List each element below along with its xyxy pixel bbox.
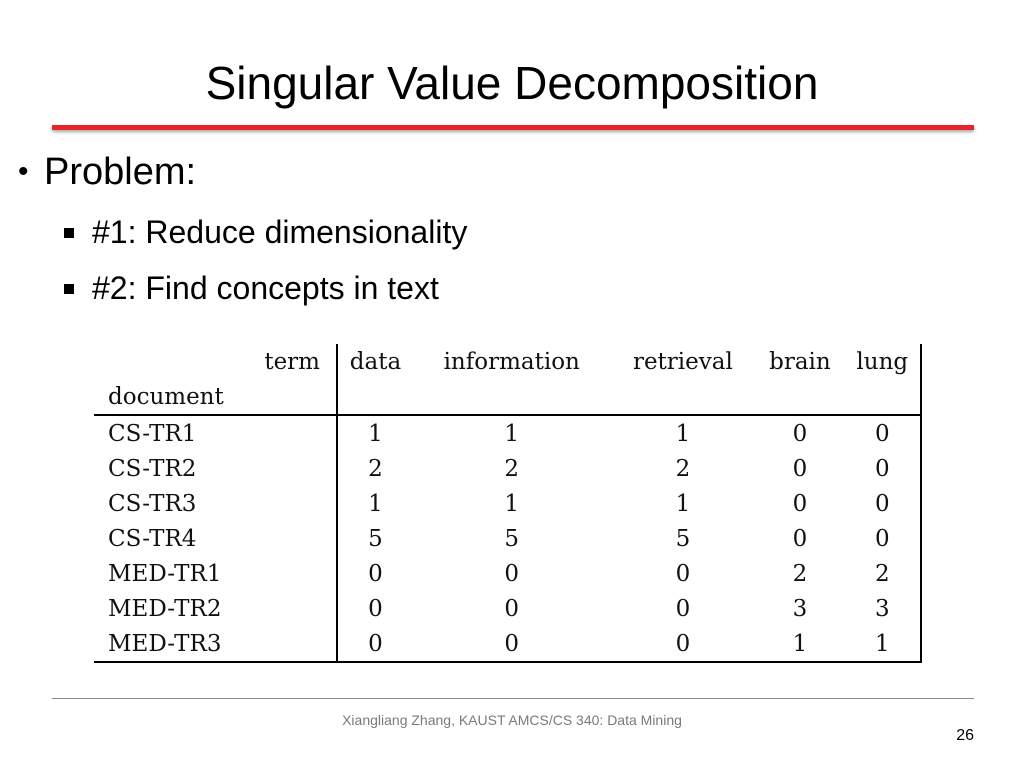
corner-term-label: term	[94, 344, 337, 379]
row-label: CS-TR1	[94, 415, 337, 451]
corner-document-label: document	[94, 379, 337, 415]
table-cell: 3	[845, 591, 921, 626]
table-cell: 1	[675, 420, 691, 447]
table-cell: 0	[368, 595, 383, 622]
table-row	[94, 451, 921, 486]
sub-bullet-reduce-dimensionality	[64, 210, 467, 254]
table-cell: 0	[792, 490, 808, 517]
table-cell: 0	[845, 415, 921, 451]
table-cell: 0	[792, 420, 808, 447]
term-document-matrix	[94, 344, 922, 663]
header-spacer	[337, 379, 921, 415]
row-label: MED-TR3	[94, 626, 337, 662]
table-row	[94, 415, 921, 451]
table-cell: 0	[845, 486, 921, 521]
term-document-table	[94, 344, 922, 663]
table-cell: 2	[792, 560, 808, 587]
row-label: MED-TR2	[94, 591, 337, 626]
table-cell: 1	[368, 490, 383, 517]
table-cell: 0	[504, 595, 520, 622]
table-row	[94, 521, 921, 556]
row-label: CS-TR3	[94, 486, 337, 521]
table-cell: 1	[504, 420, 520, 447]
table-row	[94, 591, 921, 626]
table-cell: 0	[337, 626, 413, 662]
bullet-dot-icon: •	[18, 155, 29, 188]
table-cell: 0	[845, 451, 921, 486]
row-label: MED-TR1	[94, 556, 337, 591]
table-cell: 0	[413, 626, 611, 662]
square-bullet-icon	[64, 284, 74, 294]
table-cell: 3	[792, 595, 808, 622]
table-cell: 2	[504, 455, 520, 482]
table-cell: 0	[792, 525, 808, 552]
column-header: data	[349, 348, 402, 375]
table-cell: 1	[504, 490, 520, 517]
table-cell: 2	[368, 455, 383, 482]
table-row	[94, 556, 921, 591]
square-bullet-icon	[64, 228, 74, 238]
table-cell: 0	[611, 626, 756, 662]
table-cell: 0	[675, 560, 691, 587]
table-header-row	[94, 344, 921, 379]
sub-bullet-find-concepts	[64, 266, 439, 310]
row-label: CS-TR4	[94, 521, 337, 556]
table-cell: 1	[368, 420, 383, 447]
table-cell: 5	[368, 525, 383, 552]
table-cell: 5	[504, 525, 520, 552]
table-cell: 1	[755, 626, 844, 662]
footer-divider	[52, 698, 974, 699]
bullet-problem	[18, 146, 196, 198]
column-header: retrieval	[632, 348, 733, 375]
table-cell: 1	[845, 626, 921, 662]
table-cell: 2	[845, 556, 921, 591]
title-divider	[52, 125, 974, 130]
slide-title: Singular Value Decomposition	[205, 57, 819, 109]
column-header: brain	[769, 348, 831, 375]
bullet-problem-text: Problem:	[44, 151, 197, 193]
table-cell: 0	[675, 595, 691, 622]
sub-bullet-text: #2: Find concepts in text	[92, 270, 439, 306]
table-cell: 5	[675, 525, 691, 552]
table-row	[94, 626, 921, 662]
table-cell: 0	[792, 455, 808, 482]
table-cell: 0	[368, 560, 383, 587]
row-label: CS-TR2	[94, 451, 337, 486]
page-number: 26	[956, 727, 974, 744]
table-cell: 1	[675, 490, 691, 517]
column-header: lung	[845, 344, 921, 379]
column-header: information	[443, 348, 580, 375]
table-row	[94, 486, 921, 521]
slide-footer: Xiangliang Zhang, KAUST AMCS/CS 340: Data Mining	[342, 712, 682, 728]
table-cell: 0	[845, 521, 921, 556]
table-header-row	[94, 379, 921, 415]
sub-bullet-text: #1: Reduce dimensionality	[92, 214, 468, 250]
table-cell: 0	[504, 560, 520, 587]
table-cell: 2	[675, 455, 691, 482]
